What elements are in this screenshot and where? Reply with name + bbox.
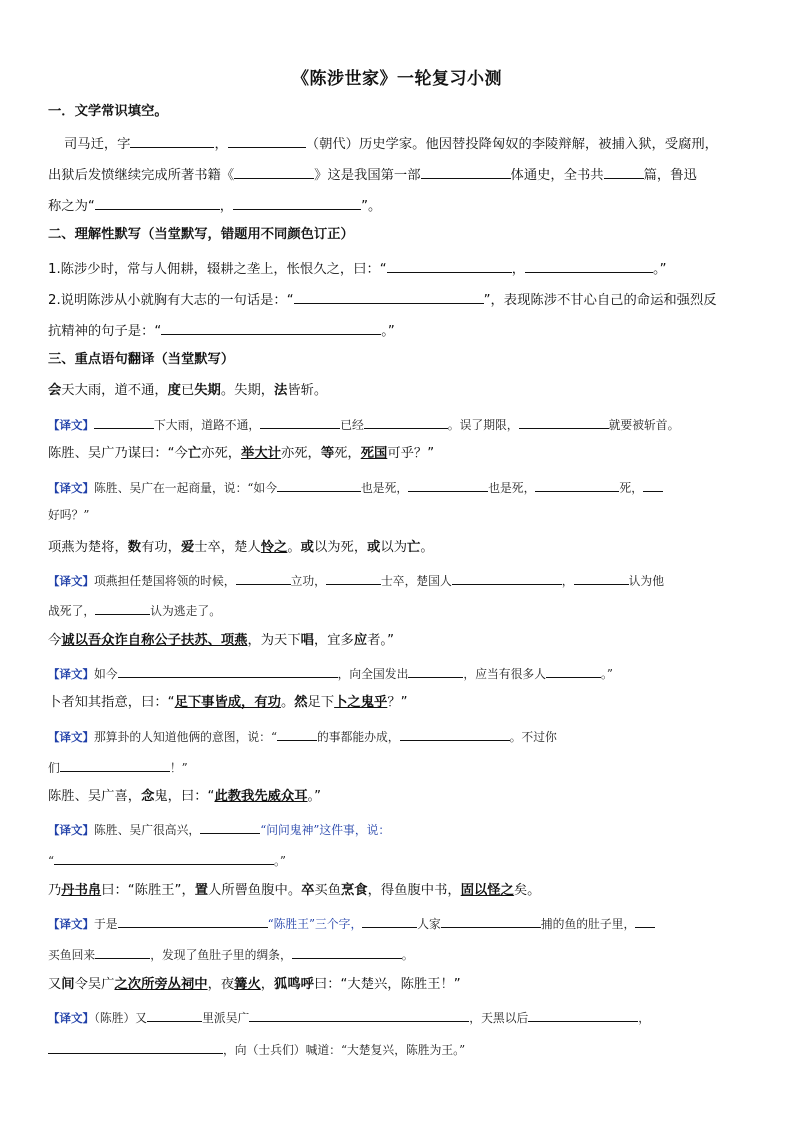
text: ，	[219, 199, 234, 214]
text: 。”	[601, 667, 613, 681]
blank[interactable]	[95, 600, 150, 615]
blank[interactable]	[408, 477, 488, 492]
text: 。	[280, 695, 295, 710]
key-word: 亡	[187, 446, 202, 461]
text: 有功，	[141, 540, 181, 555]
key-word: 会	[48, 383, 62, 398]
text: 。”	[307, 789, 322, 804]
text: ，	[638, 1011, 651, 1025]
text: 体通史，全书共	[510, 168, 604, 183]
text: 司马迁，字	[64, 137, 131, 152]
text: 士卒，楚人	[194, 540, 261, 555]
text: 们	[48, 761, 60, 775]
blank[interactable]	[364, 414, 448, 429]
text: 》这是我国第一部	[314, 168, 421, 183]
text: 。”	[274, 854, 286, 868]
text: 可乎？”	[387, 446, 435, 461]
text: 足下	[307, 695, 335, 710]
blank[interactable]	[519, 414, 609, 429]
text: “问问鬼神”这件事，说：	[260, 823, 391, 837]
blank[interactable]	[260, 414, 340, 429]
translation-6-cont	[48, 850, 748, 870]
text: 死，	[334, 446, 361, 461]
text: ，夜	[207, 977, 235, 992]
text: 捕的鱼的肚子里，	[540, 917, 636, 931]
translation-5	[48, 726, 748, 746]
blank[interactable]	[362, 913, 417, 928]
section-1-heading: 一．文学常识填空。	[48, 104, 168, 119]
text: ，	[214, 137, 228, 152]
translation-8-cont	[48, 1039, 748, 1059]
text: 如今	[94, 667, 118, 681]
text: 。”	[653, 262, 667, 277]
text: ！”	[169, 761, 188, 775]
section-2-q1	[48, 258, 748, 279]
text: ，	[260, 977, 275, 992]
text: 项燕担任楚国将领的时候，	[94, 574, 236, 588]
blank[interactable]	[200, 819, 260, 834]
blank[interactable]	[118, 913, 268, 928]
blank[interactable]	[387, 258, 512, 273]
page-title: 《陈涉世家》一轮复习小测	[292, 69, 502, 89]
blank[interactable]	[441, 913, 541, 928]
sentence-1	[48, 382, 748, 400]
text: 人所罾鱼腹中。	[208, 883, 302, 898]
key-word: 亡	[407, 540, 421, 555]
text: 买鱼回来	[48, 948, 96, 962]
blank[interactable]	[452, 570, 562, 585]
key-phrase: 篝火	[234, 977, 261, 992]
blank[interactable]	[574, 570, 629, 585]
text: 抗精神的句子是：“	[48, 324, 162, 339]
text: ，	[511, 262, 525, 277]
text: 。	[287, 540, 301, 555]
text: “	[48, 854, 55, 868]
key-word: 置	[194, 883, 209, 898]
translation-2	[48, 477, 748, 497]
key-word: 唱	[300, 633, 314, 648]
key-phrase: 此教我先威众耳	[214, 789, 308, 804]
translation-tag: 【译文】	[48, 730, 94, 744]
text: 。不过你	[509, 730, 557, 744]
key-word: 然	[294, 695, 308, 710]
blank[interactable]	[60, 757, 170, 772]
key-phrase: 足下事皆成，有功	[174, 695, 281, 710]
text: 。失期，	[220, 383, 275, 398]
text: 天大雨，道不通，	[61, 383, 168, 398]
translation-7-cont	[48, 944, 748, 964]
text: ，天黑以后	[469, 1011, 529, 1025]
text: 2.说明陈涉从小就胸有大志的一句话是：“	[48, 293, 294, 308]
translation-tag: 【译文】	[48, 418, 94, 432]
blank[interactable]	[421, 164, 511, 179]
blank[interactable]	[400, 726, 510, 741]
text: 又	[48, 977, 62, 992]
blank[interactable]	[292, 944, 402, 959]
blank[interactable]	[54, 850, 274, 865]
text: 于是	[94, 917, 118, 931]
translation-3-cont	[48, 600, 748, 620]
text: ，向（士兵们）喊道：“大楚复兴，陈胜为王。”	[223, 1043, 466, 1057]
text: 以为	[380, 540, 408, 555]
blank[interactable]	[604, 164, 644, 179]
text: 陈胜、吴广喜，	[48, 789, 142, 804]
section-2-q2	[48, 289, 748, 310]
blank[interactable]	[294, 289, 484, 304]
text: ，应当有很多人	[463, 667, 546, 681]
key-word: 等	[320, 446, 335, 461]
sentence-3	[48, 539, 748, 557]
blank[interactable]	[147, 1007, 202, 1022]
translation-2-cont	[48, 506, 748, 524]
key-word: 卒	[301, 883, 315, 898]
text: 鬼，曰：“	[154, 789, 215, 804]
translation-1	[48, 414, 748, 434]
blank[interactable]	[546, 663, 601, 678]
text: 皆斩。	[287, 383, 328, 398]
translation-tag: 【译文】	[48, 823, 94, 837]
sentence-7	[48, 882, 748, 900]
section-1-line-1	[64, 133, 764, 154]
sentence-4	[48, 632, 748, 650]
text: 好吗？”	[48, 508, 90, 522]
blank[interactable]	[236, 570, 291, 585]
blank[interactable]	[130, 133, 214, 148]
key-word: 应	[353, 633, 368, 648]
sentence-6	[48, 788, 748, 806]
section-3-heading: 三、重点语句翻译（当堂默写）	[48, 352, 235, 367]
blank[interactable]	[233, 195, 361, 210]
blank[interactable]	[635, 913, 655, 928]
text: 那算卦的人知道他俩的意图，说：“	[94, 730, 277, 744]
translation-8	[48, 1007, 748, 1027]
translation-3	[48, 570, 748, 590]
translation-tag: 【译文】	[48, 917, 94, 931]
key-phrase: 固以怪之	[460, 883, 514, 898]
text: 曰：“大楚兴，陈胜王！”	[313, 977, 461, 992]
text: 1.陈涉少时，常与人佣耕，辍耕之垄上，怅恨久之，曰：“	[48, 262, 387, 277]
text: （朝代）历史学家。他因替投降匈奴的李陵辩解，被捕入狱，受腐刑，	[305, 137, 718, 152]
text: 矣。	[513, 883, 541, 898]
text: 买鱼	[314, 883, 342, 898]
text: 也是死，	[488, 481, 536, 495]
text: 今	[48, 633, 62, 648]
text: 令吴广	[74, 977, 115, 992]
key-word: 或	[367, 540, 381, 555]
text: ，宜多	[313, 633, 354, 648]
text: 士卒，楚国人	[380, 574, 452, 588]
section-1-line-2	[48, 164, 748, 185]
text: ，得鱼腹中书，	[367, 883, 461, 898]
text: ，	[561, 574, 574, 588]
text: 称之为“	[48, 199, 95, 214]
translation-tag: 【译文】	[48, 574, 94, 588]
text: ，发现了鱼肚子里的绸条，	[150, 948, 292, 962]
text: 下大雨，道路不通，	[154, 418, 261, 432]
key-word: 烹食	[341, 883, 368, 898]
text: 篇，鲁迅	[643, 168, 697, 183]
text: 认为他	[628, 574, 664, 588]
text: 陈胜、吴广在一起商量，说：“如今	[94, 481, 277, 495]
blank[interactable]	[95, 195, 220, 210]
key-word: 法	[274, 383, 288, 398]
blank[interactable]	[161, 320, 381, 335]
translation-4	[48, 663, 748, 683]
text: （陈胜）又	[94, 1011, 148, 1025]
key-word: 间	[61, 977, 75, 992]
key-phrase: 之次所旁丛祠中	[114, 977, 208, 992]
blank[interactable]	[48, 1039, 223, 1054]
translation-5-cont	[48, 757, 748, 777]
text: 的事都能办成，	[317, 730, 400, 744]
text: ”。	[361, 199, 382, 214]
key-phrase: 卜之鬼乎	[334, 695, 388, 710]
key-word: 狐鸣呼	[274, 977, 314, 992]
text: 人家	[417, 917, 441, 931]
text: 亦死，	[280, 446, 321, 461]
blank[interactable]	[408, 663, 463, 678]
translation-tag: 【译文】	[48, 667, 94, 681]
text: 。”	[381, 324, 395, 339]
key-word: 或	[300, 540, 314, 555]
key-phrase: 死国	[360, 446, 388, 461]
text: 认为逃走了。	[150, 604, 221, 618]
key-word: 念	[141, 789, 155, 804]
section-2-heading: 二、理解性默写（当堂默写，错题用不同颜色订正）	[48, 227, 354, 242]
blank[interactable]	[234, 164, 314, 179]
text: 者。”	[367, 633, 394, 648]
text: ，向全国发出	[337, 667, 409, 681]
text: ？”	[387, 695, 408, 710]
translation-6	[48, 819, 748, 839]
blank[interactable]	[535, 477, 619, 492]
section-1-line-3	[48, 195, 748, 216]
text: 项燕为楚将，	[48, 540, 128, 555]
translation-tag: 【译文】	[48, 481, 94, 495]
text: 出狱后发愤继续完成所著书籍《	[48, 168, 235, 183]
text: 。误了期限，	[447, 418, 519, 432]
blank[interactable]	[249, 1007, 469, 1022]
text: 死，	[619, 481, 644, 495]
section-2-q2-cont	[48, 320, 748, 341]
key-phrase: 举大计	[241, 446, 281, 461]
text: 陈胜、吴广乃谋曰：“今	[48, 446, 188, 461]
text: 。	[420, 540, 434, 555]
text: 卜者知其指意，曰：“	[48, 695, 175, 710]
text: 曰：“陈胜王”，	[101, 883, 195, 898]
key-phrase: 丹书帛	[61, 883, 102, 898]
text: ，为天下	[247, 633, 301, 648]
key-word: 失期	[194, 383, 221, 398]
text: 里派吴广	[202, 1011, 250, 1025]
key-word: 数	[127, 540, 142, 555]
text: 已	[180, 383, 195, 398]
blank[interactable]	[95, 944, 150, 959]
translation-tag: 【译文】	[48, 1011, 94, 1025]
text: 陈胜、吴广很高兴，	[94, 823, 201, 837]
text: 也是死，	[361, 481, 409, 495]
blank[interactable]	[118, 663, 338, 678]
text: 战死了，	[48, 604, 96, 618]
blank[interactable]	[643, 477, 663, 492]
text: 。	[401, 948, 414, 962]
key-word: 爱	[180, 540, 195, 555]
key-phrase: 怜之	[260, 540, 288, 555]
blank[interactable]	[228, 133, 306, 148]
blank[interactable]	[277, 477, 361, 492]
text: 乃	[48, 883, 62, 898]
text: “陈胜王”三个字，	[267, 917, 363, 931]
blank[interactable]	[277, 726, 317, 741]
text: 亦死，	[201, 446, 242, 461]
sentence-5	[48, 694, 748, 712]
text: 就要被斩首。	[608, 418, 680, 432]
sentence-8	[48, 976, 748, 994]
blank[interactable]	[525, 258, 653, 273]
blank[interactable]	[326, 570, 381, 585]
key-word: 度	[167, 383, 181, 398]
translation-7	[48, 913, 748, 933]
sentence-2	[48, 445, 748, 463]
blank[interactable]	[528, 1007, 638, 1022]
text: 立功，	[290, 574, 326, 588]
text: 已经	[340, 418, 364, 432]
key-phrase: 诚以吾众诈自称公子扶苏、项燕	[61, 633, 248, 648]
text: 以为死，	[313, 540, 368, 555]
text: ”，表现陈涉不甘心自己的命运和强烈反	[483, 293, 717, 308]
blank[interactable]	[94, 414, 154, 429]
